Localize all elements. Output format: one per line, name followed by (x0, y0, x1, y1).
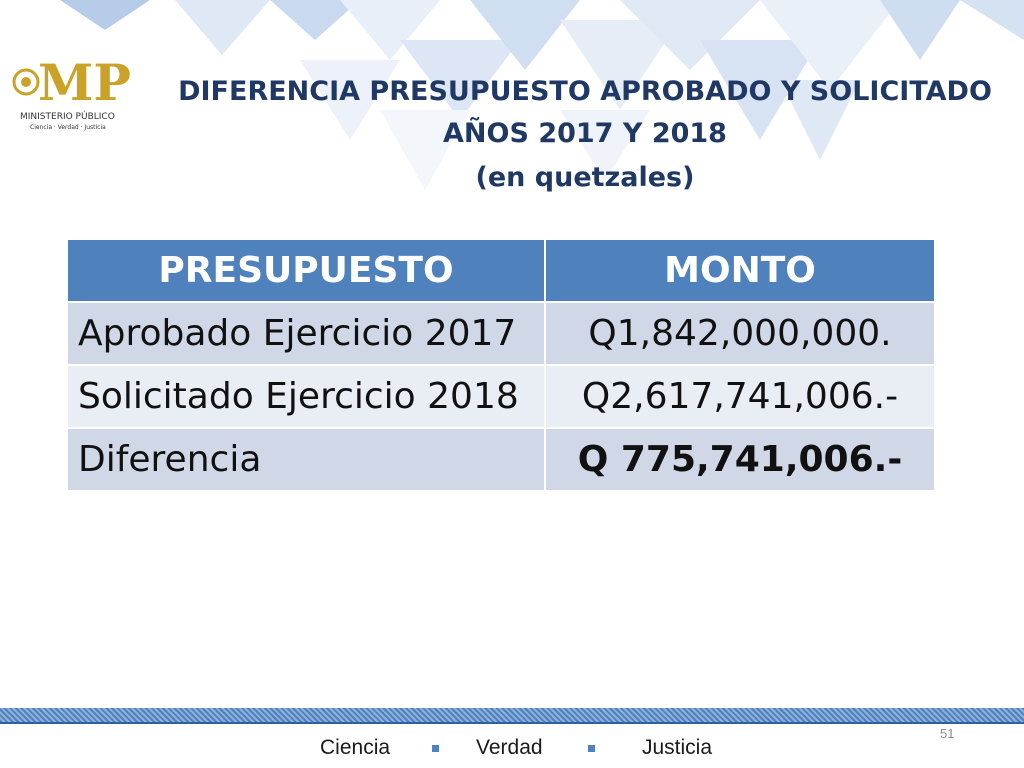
footer-word-justicia: Justicia (642, 736, 713, 759)
footer-bullet-icon (588, 745, 595, 752)
footer-word-ciencia: Ciencia (320, 736, 391, 759)
page-number: 51 (940, 726, 955, 741)
row-amount-difference: Q 775,741,006.- (545, 428, 935, 491)
table-row (67, 365, 935, 428)
table-header-row (67, 239, 935, 302)
title-line-1: DIFERENCIA PRESUPUESTO APROBADO Y SOLICITADO (178, 76, 992, 107)
svg-text:Ciencia · Verdad · Justicia: Ciencia · Verdad · Justicia (30, 124, 106, 131)
row-amount: Q1,842,000,000. (545, 302, 935, 365)
table-row (67, 428, 935, 491)
row-label: Solicitado Ejercicio 2018 (67, 365, 545, 428)
header-monto: MONTO (545, 239, 935, 302)
row-label: Aprobado Ejercicio 2017 (67, 302, 545, 365)
header-presupuesto: PRESUPUESTO (67, 239, 545, 302)
budget-table (66, 238, 936, 492)
title-line-2: AÑOS 2017 Y 2018 (443, 118, 727, 149)
table-row (67, 302, 935, 365)
footer-bullet-icon (432, 745, 439, 752)
footer-band (0, 708, 1024, 722)
svg-text:MP: MP (38, 53, 131, 112)
title-line-3: (en quetzales) (475, 162, 695, 193)
row-label: Diferencia (67, 428, 545, 491)
ministerio-publico-logo (8, 52, 158, 132)
row-amount: Q2,617,741,006.- (545, 365, 935, 428)
svg-text:MINISTERIO PÚBLICO: MINISTERIO PÚBLICO (20, 112, 115, 122)
footer-divider (0, 722, 1024, 724)
footer-word-verdad: Verdad (476, 736, 543, 759)
